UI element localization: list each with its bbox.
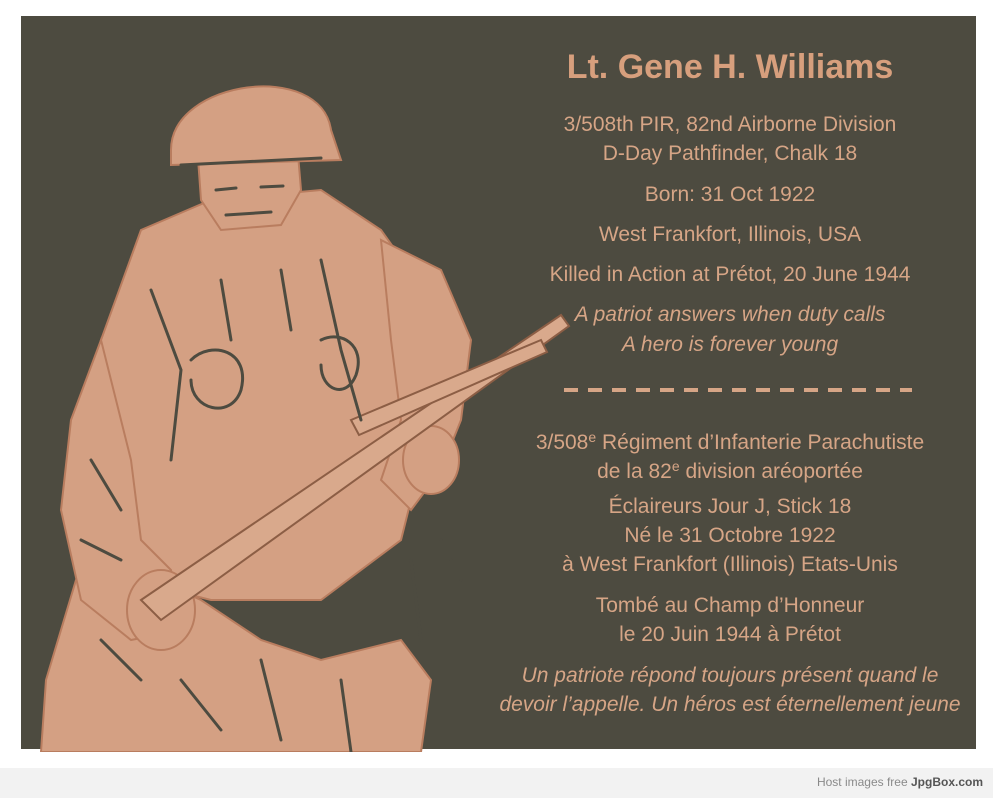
fr-born: Né le 31 Octobre 1922 — [624, 524, 836, 547]
fr-role: Éclaireurs Jour J, Stick 18 — [608, 495, 852, 518]
fr-unit-b: Régiment d’Infanterie Parachutiste — [596, 431, 925, 454]
en-role: D-Day Pathfinder, Chalk 18 — [602, 142, 858, 165]
fr-fell-2: le 20 Juin 1944 à Prétot — [619, 623, 841, 646]
fr-div-b: division aréoportée — [679, 460, 863, 483]
fr-div-sup: e — [671, 458, 680, 474]
fr-unit — [490, 425, 970, 455]
fr-motto-1: Un patriote répond toujours présent quand le — [521, 664, 939, 687]
fr-div-a: de la 82 — [597, 460, 672, 483]
fr-hometown: à West Frankfort (Illinois) Etats-Unis — [562, 553, 898, 576]
en-motto-1: A patriot answers when duty calls — [574, 303, 886, 326]
fr-unit-sup: e — [588, 429, 597, 445]
fr-division — [490, 454, 970, 484]
footer-bar — [0, 768, 993, 798]
en-hometown: West Frankfort, Illinois, USA — [598, 223, 862, 246]
host-credit-link[interactable] — [817, 775, 983, 789]
divider — [564, 388, 912, 392]
en-kia: Killed in Action at Prétot, 20 June 1944 — [549, 263, 911, 286]
fr-fell-1: Tombé au Champ d’Honneur — [595, 594, 865, 617]
fr-unit-a: 3/508 — [535, 431, 589, 454]
credit-prefix: Host images free — [816, 775, 911, 789]
en-born: Born: 31 Oct 1922 — [644, 183, 816, 206]
fr-motto-2: devoir l’appelle. Un héros est éternellement jeune — [499, 693, 961, 716]
plaque-title: Lt. Gene H. Williams — [566, 48, 894, 86]
credit-brand: JpgBox.com — [910, 775, 983, 789]
en-unit: 3/508th PIR, 82nd Airborne Division — [563, 113, 897, 136]
en-motto-2: A hero is forever young — [621, 333, 839, 356]
